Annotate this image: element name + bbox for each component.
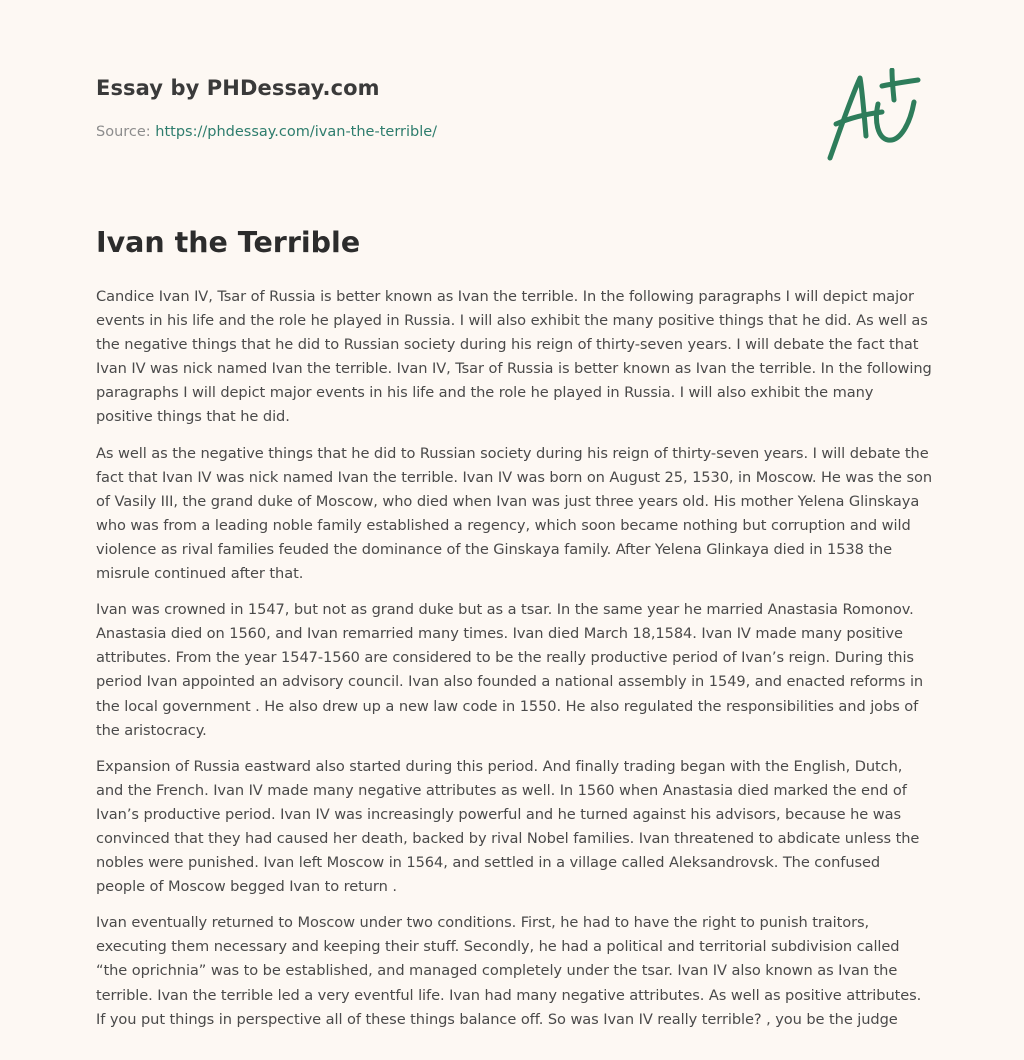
essay-paragraph: Ivan was crowned in 1547, but not as grand duke but as a tsar. In the same year he married Anastasia Romonov. Anastasia died on 1560, and Ivan remarried many times. Ivan died March 18,1584. Ivan IV made many positive attributes. From the year 1547-1560 are considered to be the really productive period of Ivan’s reign. During this period Ivan appointed an advisory council. Ivan also founded a national assembly in 1549, and enacted reforms in the local government . He also drew up a new law code in 1550. He also regulated the responsibilities and jobs of the aristocracy. (96, 601, 924, 739)
source-label: Source: (96, 124, 156, 140)
source-line (96, 124, 437, 140)
source-link[interactable]: https://phdessay.com/ivan-the-terrible/ (155, 124, 438, 140)
essay-title: Ivan the Terrible (96, 226, 361, 259)
essay-paragraph: As well as the negative things that he did to Russian society during his reign of thirty-seven years. I will debate the fact that Ivan IV was nick named Ivan the terrible. Ivan IV was born on August 25, 1530, in Moscow. He was the son of Vasily III, the grand duke of Moscow, who died when Ivan was just three years old. His mother Yelena Glinskaya who was from a leading noble family established a regency, which soon became nothing but corruption and wild violence as rival families feuded the dominance of the Ginskaya family. After Yelena Glinkaya died in 1538 the misrule continued after that. (96, 444, 932, 583)
essay-paragraph: Expansion of Russia eastward also started during this period. And finally trading began with the English, Dutch, and the French. Ivan IV made many negative attributes as well. In 1560 when Anastasia died marked the end of Ivan’s productive period. Ivan IV was increasingly powerful and he turned against his advisors, because he was convinced that they had caused her death, backed by rival Nobel families. Ivan threatened to abdicate unless the nobles were punished. Ivan left Moscow in 1564, and settled in a village called Aleksandrovsk. The confused people of Moscow begged Ivan to return . (96, 757, 920, 896)
essay-paragraph: Candice Ivan IV, Tsar of Russia is better known as Ivan the terrible. In the following paragraphs I will depict major events in his life and the role he played in Russia. I will also exhibit the many positive things that he did. As well as the negative things that he did to Russian society during his reign of thirty-seven years. I will debate the fact that Ivan IV was nick named Ivan the terrible. Ivan IV, Tsar of Russia is better known as Ivan the terrible. In the following paragraphs I will depict major events in his life and the role he played in Russia. I will also exhibit the many positive things that he did. (96, 288, 932, 426)
site-title: Essay by PHDessay.com (96, 76, 380, 100)
essay-body (96, 285, 932, 1044)
a-plus-grade-icon (826, 68, 926, 164)
essay-paragraph: Ivan eventually returned to Moscow under two conditions. First, he had to have the right to punish traitors, executing them necessary and keeping their stuff. Secondly, he had a political and territorial subdivision called “the oprichnia” was to be established, and managed completely under the tsar. Ivan IV also known as Ivan the terrible. Ivan the terrible led a very eventful life. Ivan had many negative attributes. As well as positive attributes. If you put things in perspective all of these things balance off. So was Ivan IV really terrible? , you be the judge (96, 914, 922, 1028)
